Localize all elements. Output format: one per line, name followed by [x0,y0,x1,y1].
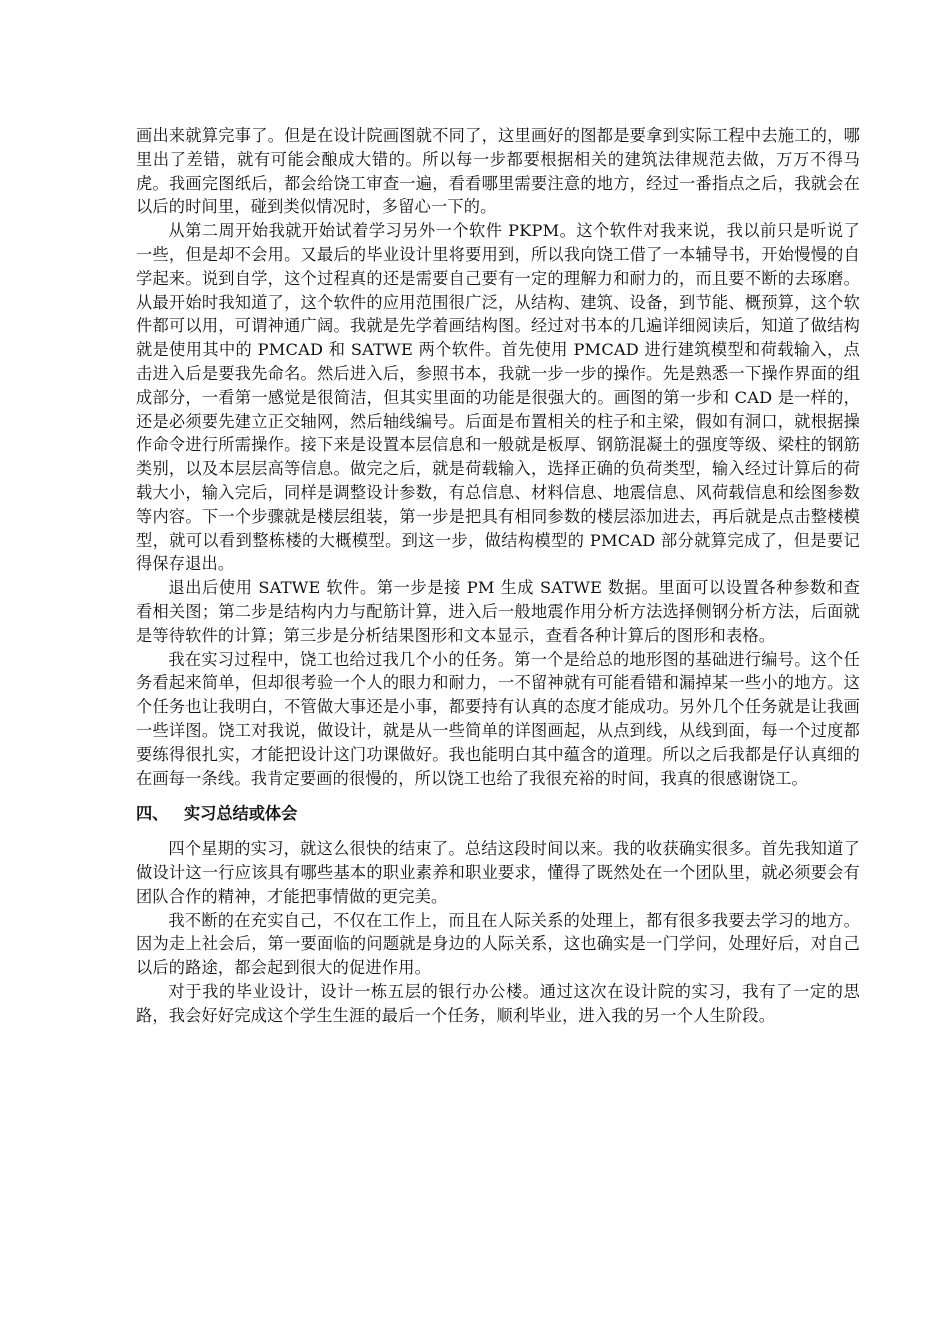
section-heading [136,802,860,826]
paragraph-summary: 四个星期的实习，就这么很快的结束了。总结这段时间以来。我的收获确实很多。首先我知道了做设计这一行应该具有哪些基本的职业素养和职业要求，懂得了既然处在一个团队里，就必须要会有团队合作的精神，才能把事情做的更完美。 [136,839,860,906]
document-page [136,124,860,1027]
section-title: 实习总结或体会 [184,804,298,824]
paragraph-continued: 画出来就算完事了。但是在设计院画图就不同了，这里画好的图都是要拿到实际工程中去施工的，哪里出了差错，就有可能会酿成大错的。所以每一步都要根据相关的建筑法律规范去做，万万不得马虎。我画完图纸后，都会给饶工审查一遍，看看哪里需要注意的地方，经过一番指点之后，我就会在以后的时间里，碰到类似情况时，多留心一下的。 [136,126,860,217]
paragraph-graduation-design: 对于我的毕业设计，设计一栋五层的银行办公楼。通过这次在设计院的实习，我有了一定的思路，我会好好完成这个学生生涯的最后一个任务，顺利毕业，进入我的另一个人生阶段。 [136,981,860,1025]
paragraph-tasks: 我在实习过程中，饶工也给过我几个小的任务。第一个是给总的地形图的基础进行编号。这个任务看起来简单，但却很考验一个人的眼力和耐力，一不留神就有可能看错和漏掉某一些小的地方。这个任务也让我明白，不管做大事还是小事，都要持有认真的态度才能成功。另外几个任务就是让我画一些详图。饶工对我说，做设计，就是从一些简单的详图画起，从点到线，从线到面，每一个过度都要练得很扎实，才能把设计这门功课做好。我也能明白其中蕴含的道理。所以之后我都是仔认真细的在画每一条线。我肯定要画的很慢的，所以饶工也给了我很充裕的时间，我真的很感谢饶工。 [136,649,860,788]
paragraph-pkpm: 从第二周开始我就开始试着学习另外一个软件 PKPM。这个软件对我来说，我以前只是听说了一些，但是却不会用。又最后的毕业设计里将要用到，所以我向饶工借了一本辅导书，开始慢慢的自学起来。说到自学，这个过程真的还是需要自己要有一定的理解力和耐力的，而且要不断的去琢磨。从最开始时我知道了，这个软件的应用范围很广泛，从结构、建筑、设备，到节能、概预算，这个软件都可以用，可谓神通广阔。我就是先学着画结构图。经过对书本的几遍详细阅读后，知道了做结构就是使用其中的 PMCAD 和 SATWE 两个软件。首先使用 PMCAD 进行建筑模型和荷载输入，点击进入后是要我先命名。然后进入后，参照书本，我就一步一步的操作。先是熟悉一下操作界面的组成部分，一看第一感觉是很简洁，但其实里面的功能是很强大的。画图的第一步和 CAD 是一样的，还是必须要先建立正交轴网，然后轴线编号。后面是布置相关的柱子和主梁，假如有洞口，就根据操作命令进行所需操作。接下来是设置本层信息和一般就是板厚、钢筋混凝土的强度等级、梁柱的钢筋类别，以及本层层高等信息。做完之后，就是荷载输入，选择正确的负荷类型，输入经过计算后的荷载大小，输入完后，同样是调整设计参数，有总信息、材料信息、地震信息、风荷载信息和绘图参数等内容。下一个步骤就是楼层组装，第一步是把具有相同参数的楼层添加进去，再后就是点击整楼模型，就可以看到整栋楼的大概模型。到这一步，做结构模型的 PMCAD 部分就算完成了，但是要记得保存退出。 [136,221,860,574]
paragraph-self-improvement: 我不断的在充实自己，不仅在工作上，而且在人际关系的处理上，都有很多我要去学习的地方。因为走上社会后，第一要面临的问题就是身边的人际关系，这也确实是一门学问，处理好后，对自己以后的路途，都会起到很大的促进作用。 [136,910,860,978]
paragraph-satwe: 退出后使用 SATWE 软件。第一步是接 PM 生成 SATWE 数据。里面可以设置各种参数和查看相关图；第二步是结构内力与配筋计算，进入后一般地震作用分析方法选择侧钢分析方法，后面就是等待软件的计算；第三步是分析结果图形和文本显示，查看各种计算后的图形和表格。 [136,578,860,645]
section-number: 四、 [136,804,169,824]
